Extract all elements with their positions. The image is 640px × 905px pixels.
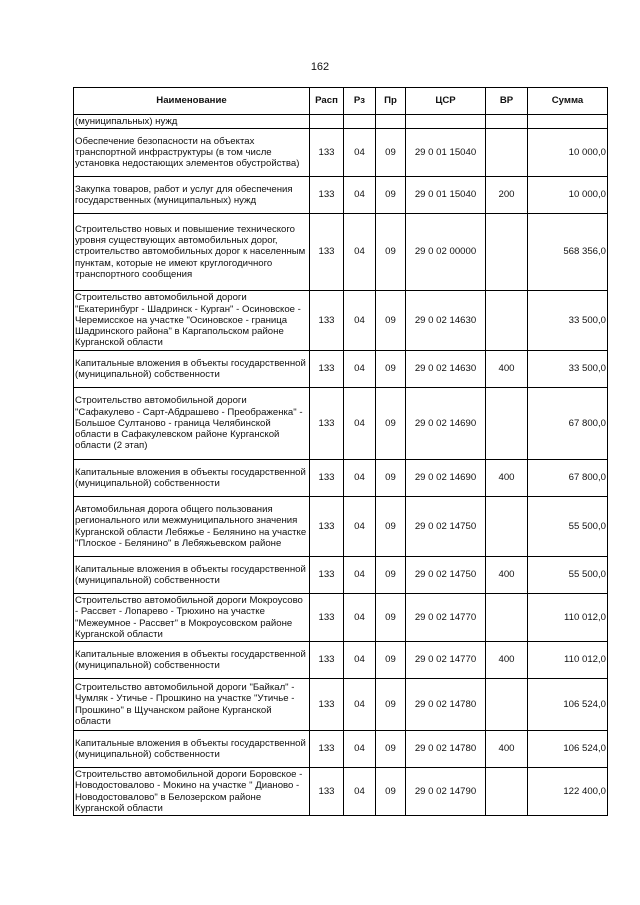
cell-name: Закупка товаров, работ и услуг для обеспечения государственных (муниципальных) нужд: [74, 177, 310, 214]
table-row: [74, 291, 608, 351]
cell-sum: 110 012,0: [528, 642, 608, 679]
header-rz: Рз: [344, 88, 376, 115]
cell-sum: 67 800,0: [528, 460, 608, 497]
cell-rz: 04: [344, 768, 376, 816]
cell-rasp: 133: [310, 351, 344, 388]
cell-sum: 33 500,0: [528, 351, 608, 388]
cell-csr: 29 0 02 14780: [406, 731, 486, 768]
cell-rz: 04: [344, 351, 376, 388]
cell-csr: 29 0 02 00000: [406, 214, 486, 291]
cell-pr: 09: [376, 642, 406, 679]
cell-rasp: 133: [310, 388, 344, 460]
table-row: [74, 214, 608, 291]
cell-name: Строительство автомобильной дороги Боровское - Новодостовалово - Мокино на участке " Дианово - Новодостовалово" в Белозерском районе Курганской области: [74, 768, 310, 816]
cell-vr: 200: [486, 177, 528, 214]
header-vr: ВР: [486, 88, 528, 115]
cell-rasp: 133: [310, 768, 344, 816]
cell-rz: 04: [344, 388, 376, 460]
cell-rz: 04: [344, 557, 376, 594]
cell-rz: 04: [344, 594, 376, 642]
table-row: [74, 679, 608, 731]
cell-rz: [344, 115, 376, 129]
cell-vr: [486, 388, 528, 460]
cell-csr: 29 0 01 15040: [406, 177, 486, 214]
cell-csr: 29 0 02 14630: [406, 351, 486, 388]
cell-name: Автомобильная дорога общего пользования регионального или межмуниципального значения Курганской области Лебяжье - Белянино на участке "Плоское - Белянино" в Лебяжьевском районе: [74, 497, 310, 557]
cell-rz: 04: [344, 214, 376, 291]
cell-sum: 10 000,0: [528, 129, 608, 177]
cell-rz: 04: [344, 497, 376, 557]
cell-pr: 09: [376, 291, 406, 351]
cell-vr: 400: [486, 731, 528, 768]
cell-sum: 110 012,0: [528, 594, 608, 642]
cell-name: Капитальные вложения в объекты государственной (муниципальной) собственности: [74, 460, 310, 497]
cell-csr: 29 0 02 14770: [406, 642, 486, 679]
cell-name: Строительство новых и повышение технического уровня существующих автомобильных дорог, строительство автомобильных дорог к населенным пунктам, которые не имеют круглогодичного транспортного сообщения: [74, 214, 310, 291]
table-row: [74, 642, 608, 679]
cell-pr: 09: [376, 129, 406, 177]
cell-pr: 09: [376, 594, 406, 642]
cell-rz: 04: [344, 731, 376, 768]
cell-name: Строительство автомобильной дороги "Сафакулево - Сарт-Абдрашево - Преображенка" - Большое Султаново - граница Челябинской области в Сафакулевском районе Курганской области (2 этап): [74, 388, 310, 460]
table-row: [74, 129, 608, 177]
cell-vr: 400: [486, 460, 528, 497]
cell-rasp: 133: [310, 497, 344, 557]
cell-pr: 09: [376, 460, 406, 497]
cell-pr: 09: [376, 731, 406, 768]
cell-vr: [486, 594, 528, 642]
table-row: [74, 177, 608, 214]
cell-rasp: 133: [310, 679, 344, 731]
cell-vr: [486, 497, 528, 557]
header-pr: Пр: [376, 88, 406, 115]
cell-pr: [376, 115, 406, 129]
cell-sum: [528, 115, 608, 129]
cell-name: Капитальные вложения в объекты государственной (муниципальной) собственности: [74, 731, 310, 768]
cell-name: Обеспечение безопасности на объектах транспортной инфраструктуры (в том числе установка недостающих элементов обустройства): [74, 129, 310, 177]
table-row: [74, 460, 608, 497]
cell-sum: 106 524,0: [528, 679, 608, 731]
cell-name: Капитальные вложения в объекты государственной (муниципальной) собственности: [74, 642, 310, 679]
table-row: [74, 557, 608, 594]
cell-vr: [486, 115, 528, 129]
cell-rasp: 133: [310, 129, 344, 177]
cell-sum: 33 500,0: [528, 291, 608, 351]
cell-rz: 04: [344, 679, 376, 731]
cell-vr: [486, 679, 528, 731]
cell-sum: 568 356,0: [528, 214, 608, 291]
cell-pr: 09: [376, 214, 406, 291]
cell-pr: 09: [376, 497, 406, 557]
cell-pr: 09: [376, 351, 406, 388]
table-row: [74, 731, 608, 768]
table-row: [74, 115, 608, 129]
table-row: [74, 768, 608, 816]
cell-sum: 122 400,0: [528, 768, 608, 816]
cell-sum: 55 500,0: [528, 497, 608, 557]
cell-sum: 67 800,0: [528, 388, 608, 460]
cell-rz: 04: [344, 291, 376, 351]
cell-vr: [486, 291, 528, 351]
cell-vr: 400: [486, 557, 528, 594]
cell-vr: 400: [486, 351, 528, 388]
cell-vr: [486, 768, 528, 816]
cell-pr: 09: [376, 768, 406, 816]
cell-rz: 04: [344, 129, 376, 177]
cell-rasp: 133: [310, 594, 344, 642]
cell-csr: 29 0 02 14780: [406, 679, 486, 731]
table-row: [74, 351, 608, 388]
cell-rz: 04: [344, 177, 376, 214]
cell-rz: 04: [344, 642, 376, 679]
cell-csr: 29 0 01 15040: [406, 129, 486, 177]
cell-name: Капитальные вложения в объекты государственной (муниципальной) собственности: [74, 351, 310, 388]
cell-rasp: [310, 115, 344, 129]
cell-rasp: 133: [310, 642, 344, 679]
table-header-row: [74, 88, 608, 115]
cell-rasp: 133: [310, 177, 344, 214]
cell-vr: [486, 129, 528, 177]
cell-pr: 09: [376, 679, 406, 731]
cell-pr: 09: [376, 557, 406, 594]
cell-name: Капитальные вложения в объекты государственной (муниципальной) собственности: [74, 557, 310, 594]
cell-pr: 09: [376, 388, 406, 460]
cell-vr: [486, 214, 528, 291]
header-csr: ЦСР: [406, 88, 486, 115]
cell-csr: 29 0 02 14750: [406, 557, 486, 594]
cell-csr: 29 0 02 14690: [406, 460, 486, 497]
table-row: [74, 388, 608, 460]
cell-csr: 29 0 02 14690: [406, 388, 486, 460]
cell-sum: 55 500,0: [528, 557, 608, 594]
cell-sum: 106 524,0: [528, 731, 608, 768]
header-rasp: Расп: [310, 88, 344, 115]
cell-pr: 09: [376, 177, 406, 214]
budget-table: [73, 87, 608, 816]
cell-rasp: 133: [310, 460, 344, 497]
table-row: [74, 594, 608, 642]
cell-rasp: 133: [310, 731, 344, 768]
cell-csr: 29 0 02 14630: [406, 291, 486, 351]
cell-csr: 29 0 02 14750: [406, 497, 486, 557]
cell-csr: [406, 115, 486, 129]
header-sum: Сумма: [528, 88, 608, 115]
cell-csr: 29 0 02 14790: [406, 768, 486, 816]
header-name: Наименование: [74, 88, 310, 115]
cell-rasp: 133: [310, 557, 344, 594]
cell-csr: 29 0 02 14770: [406, 594, 486, 642]
cell-vr: 400: [486, 642, 528, 679]
cell-name: Строительство автомобильной дороги "Екатеринбург - Шадринск - Курган" - Осиновское - Черемисское на участке "Осиновское - граница Шадринского района" в Каргапольском районе Курганской области: [74, 291, 310, 351]
cell-name: (муниципальных) нужд: [74, 115, 310, 129]
page-number: 162: [310, 61, 330, 73]
cell-rz: 04: [344, 460, 376, 497]
cell-name: Строительство автомобильной дороги "Байкал" - Чумляк - Утичье - Прошкино на участке "Утичье - Прошкино" в Щучанском районе Курганской области: [74, 679, 310, 731]
cell-name: Строительство автомобильной дороги Мокроусово - Рассвет - Лопарево - Трюхино на участке "Межеумное - Рассвет" в Мокроусовском районе Курганской области: [74, 594, 310, 642]
cell-rasp: 133: [310, 214, 344, 291]
cell-sum: 10 000,0: [528, 177, 608, 214]
cell-rasp: 133: [310, 291, 344, 351]
table-row: [74, 497, 608, 557]
